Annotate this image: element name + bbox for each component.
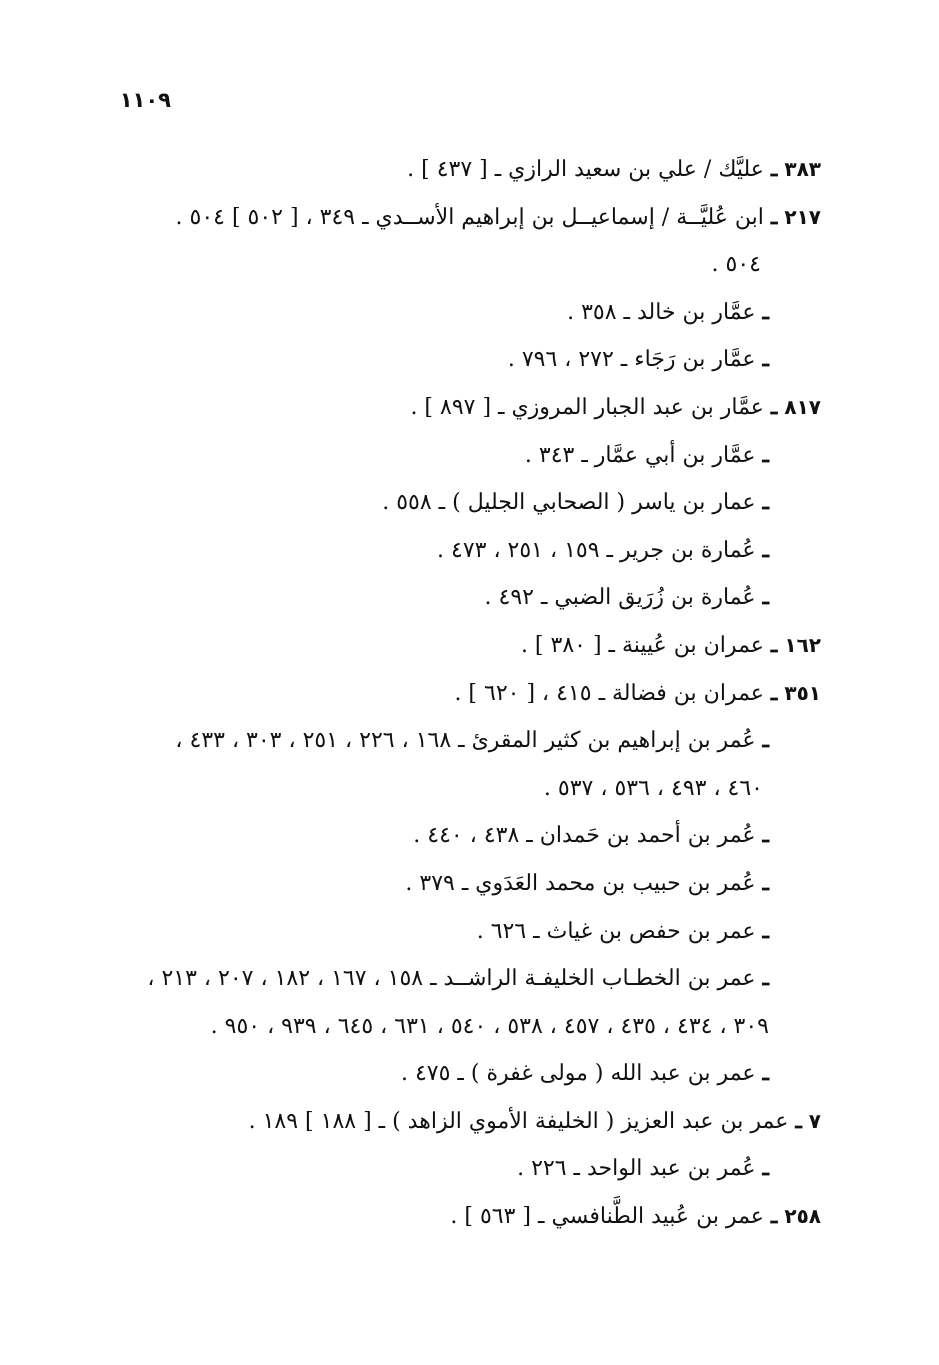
index-entry: ـ عُمارة بن جرير ـ ١٥٩ ، ٢٥١ ، ٤٧٣ . <box>437 536 769 563</box>
entry-number: ٣٨٣ <box>784 157 821 181</box>
index-entry: ٣٥١ ـ عمران بن فضالة ـ ٤١٥ ، [ ٦٢٠ ] . <box>454 679 821 706</box>
index-entry: ـ عُمر بن أحمد بن حَمدان ـ ٤٣٨ ، ٤٤٠ . <box>413 822 769 849</box>
entry-text: عمران بن عُيينة ـ [ ٣٨٠ ] . <box>520 632 764 658</box>
entry-text: عُمارة بن زُرَيق الضبي ـ ٤٩٢ . <box>484 585 756 611</box>
index-entry: ـ عمر بن الخطـاب الخليفـة الراشــد ـ ١٥٨ ، ١٦٧ ، ١٨٢ ، ٢٠٧ ، ٢١٣ ، ٣٠٩ ، ٤٣٤ ، ٤٣٥ ، ٤٥٧ ، ٥٣٨ ، ٥٤٠ ، ٦٣١ ، ٦٤٥ ، ٩٣٩ ، ٩٥٠ . <box>121 955 821 1050</box>
entry-number: ٨١٧ <box>784 394 821 419</box>
entry-text: عُمر بن حبيب بن محمد العَدَوي ـ ٣٧٩ . <box>405 870 756 896</box>
entry-number: ٢٥٨ <box>784 1204 821 1229</box>
index-entries <box>121 146 821 1241</box>
entry-continuation: ٣٠٩ ، ٤٣٤ ، ٤٣٥ ، ٤٥٧ ، ٥٣٨ ، ٥٤٠ ، ٦٣١ ، ٦٤٥ ، ٩٣٩ ، ٩٥٠ . <box>210 1013 769 1039</box>
index-entry: ٧ ـ عمر بن عبد العزيز ( الخليفة الأموي الزاهد ) ـ [ ١٨٨ ] ١٨٩ . <box>248 1107 821 1134</box>
index-entry: ـ عُمر بن إبراهيم بن كثير المقرئ ـ ١٦٨ ، ٢٢٦ ، ٢٥١ ، ٣٠٣ ، ٤٣٣ ، ٤٦٠ ، ٤٩٣ ، ٥٣٦ ، ٥٣٧ . <box>121 717 821 812</box>
entry-text: عُمر بن عبد الواحد ـ ٢٢٦ . <box>517 1156 756 1182</box>
index-entry: ـ عمر بن عبد الله ( مولى غفرة ) ـ ٤٧٥ . <box>400 1060 769 1087</box>
index-entry: ـ عمَّار بن أبي عمَّار ـ ٣٤٣ . <box>524 441 769 468</box>
index-entry: ـ عُمر بن عبد الواحد ـ ٢٢٦ . <box>517 1155 769 1182</box>
index-entry: ٢٥٨ ـ عمر بن عُبيد الطَّنافسي ـ [ ٥٦٣ ] . <box>450 1203 821 1230</box>
entry-text: عمر بن عُبيد الطَّنافسي ـ [ ٥٦٣ ] . <box>450 1204 764 1230</box>
index-entry: ١٦٢ ـ عمران بن عُيينة ـ [ ٣٨٠ ] . <box>520 631 821 658</box>
entry-text: عمر بن حفص بن غياث ـ ٦٢٦ . <box>476 918 756 944</box>
entry-text: عمَّار بن عبد الجبار المروزي ـ [ ٨٩٧ ] . <box>410 394 764 420</box>
index-entry: ٨١٧ ـ عمَّار بن عبد الجبار المروزي ـ [ ٨٩٧ ] . <box>410 393 821 420</box>
entry-text: عمار بن ياسر ( الصحابي الجليل ) ـ ٥٥٨ . <box>382 490 756 516</box>
entry-text: عمَّار بن رَجَاء ـ ٢٧٢ ، ٧٩٦ . <box>507 347 756 373</box>
index-entry: ٢١٧ ـ ابن عُليَّــة / إسماعيــل بن إبراهيم الأســدي ـ ٣٤٩ ، [ ٥٠٢ ] ٥٠٤ . ٥٠٤ . <box>121 194 821 289</box>
entry-text: عمَّار بن أبي عمَّار ـ ٣٤٣ . <box>524 442 756 468</box>
entry-number: ٧ <box>808 1108 821 1133</box>
entry-text: عُمر بن أحمد بن حَمدان ـ ٤٣٨ ، ٤٤٠ . <box>413 823 756 849</box>
index-entry: ـ عمار بن ياسر ( الصحابي الجليل ) ـ ٥٥٨ . <box>382 489 769 516</box>
entry-text: عمران بن فضالة ـ ٤١٥ ، [ ٦٢٠ ] . <box>454 680 764 706</box>
entry-continuation: ٥٠٤ . <box>711 252 761 278</box>
entry-number: ٣٥١ <box>784 680 821 705</box>
entry-number: ٢١٧ <box>784 204 821 229</box>
index-entry: ـ عمر بن حفص بن غياث ـ ٦٢٦ . <box>476 917 769 944</box>
entry-number: ١٦٢ <box>784 632 821 657</box>
entry-text: عُمارة بن جرير ـ ١٥٩ ، ٢٥١ ، ٤٧٣ . <box>437 537 756 563</box>
page-number: ١١٠٩ <box>119 88 171 112</box>
index-entry: ـ عُمر بن حبيب بن محمد العَدَوي ـ ٣٧٩ . <box>405 869 769 896</box>
index-entry: ـ عمَّار بن رَجَاء ـ ٢٧٢ ، ٧٩٦ . <box>507 346 769 373</box>
entry-text: ابن عُليَّــة / إسماعيــل بن إبراهيم الأســدي ـ ٣٤٩ ، [ ٥٠٢ ] ٥٠٤ . <box>175 204 764 230</box>
index-entry: ـ عُمارة بن زُرَيق الضبي ـ ٤٩٢ . <box>484 584 769 611</box>
entry-text: عُمر بن إبراهيم بن كثير المقرئ ـ ١٦٨ ، ٢٢٦ ، ٢٥١ ، ٣٠٣ ، ٤٣٣ ، <box>175 728 756 754</box>
entry-text: عمَّار بن خالد ـ ٣٥٨ . <box>567 299 756 325</box>
entry-text: عمر بن الخطـاب الخليفـة الراشــد ـ ١٥٨ ، ١٦٧ ، ١٨٢ ، ٢٠٧ ، ٢١٣ ، <box>147 966 756 992</box>
entry-continuation: ٤٦٠ ، ٤٩٣ ، ٥٣٦ ، ٥٣٧ . <box>543 775 763 801</box>
entry-text: عليَّك / علي بن سعيد الرازي ـ [ ٤٣٧ ] . <box>407 157 764 182</box>
index-entry: ٣٨٣ ـ عليَّك / علي بن سعيد الرازي ـ [ ٤٣٧ ] . <box>407 156 821 182</box>
entry-text: عمر بن عبد العزيز ( الخليفة الأموي الزاهد ) ـ [ ١٨٨ ] ١٨٩ . <box>248 1108 789 1134</box>
entry-text: عمر بن عبد الله ( مولى غفرة ) ـ ٤٧٥ . <box>400 1061 756 1087</box>
index-entry: ـ عمَّار بن خالد ـ ٣٥٨ . <box>567 298 769 325</box>
